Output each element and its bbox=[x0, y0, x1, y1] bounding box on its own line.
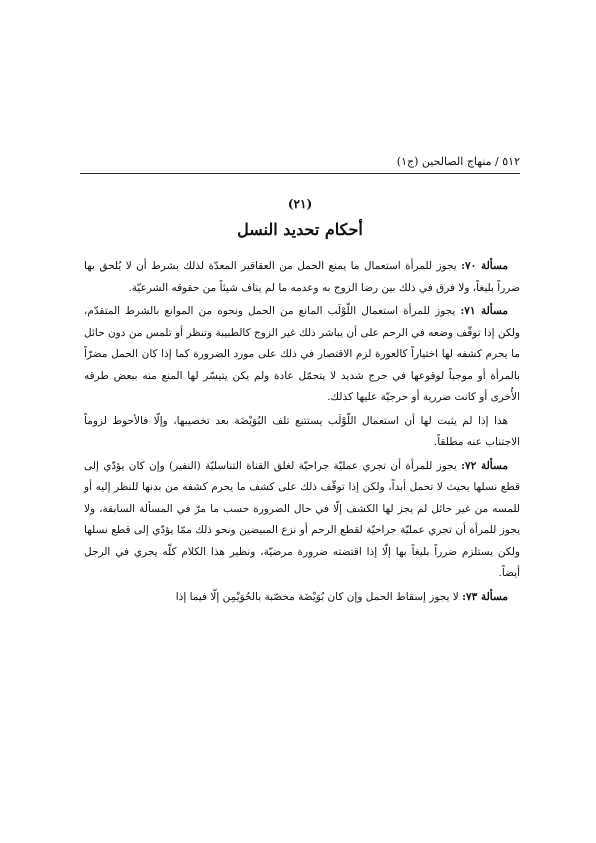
page-header bbox=[80, 152, 520, 174]
paragraph-issue-72 bbox=[84, 456, 520, 585]
body-text bbox=[84, 256, 520, 610]
paragraph-text: يجوز للمرأة استعمال ما يمنع الحمل من العقاقير المعدّة لذلك بشرط أن لا يُلحق بها ضرراً بليغاً، ولا فرق في ذلك بين رضا الزوج به وعدمه ما لم يناف شيئاً من حقوقه الشرعيّة. bbox=[84, 260, 520, 294]
paragraph-text: هذا إذا لم يثبت لها أن استعمال اللّوْلَب يستتبع تلف البُوَيْضَة بعد تخصيبها، وإلّا فالأحوط لزوماً الاجتناب عنه مطلقاً. bbox=[84, 414, 520, 448]
paragraph-issue-73 bbox=[84, 587, 520, 609]
paragraph-issue-71-note bbox=[84, 411, 520, 454]
running-title: ٥١٢ / منهاج الصالحين (ج١) bbox=[396, 155, 520, 168]
issue-label: مسألة ٧٠: bbox=[461, 260, 508, 272]
paragraph-issue-70 bbox=[84, 256, 520, 299]
paragraph-text: لا يجوز إسقاط الحمل وإن كان بُوَيْضَة مخصّبة بالحُوَيْمِن إلّا فيما إذا bbox=[175, 590, 463, 603]
issue-label: مسألة ٧١: bbox=[460, 305, 508, 317]
issue-label: مسألة ٧٣: bbox=[462, 590, 508, 603]
paragraph-text: يجوز للمرأة أن تجري عمليّة جراحيّة لغلق القناة التناسليّة (النفير) وإن كان يؤدّي إلى قطع نسلها بحيث لا تحمل أبداً، ولكن إذا توقّف ذلك على كشف ما يحرم كشفه من بدنها للنظر إليه أو للمسه من غير حائل لم يجز لها الكشف إلّا في حال الضرورة حسب ما مرّ في المسألة السابقة، ولا يجوز للمرأة أن تجري عمليّة جراحيّة لقطع الرحم أو نزع المبيضين ونحو ذلك ممّا يؤدّي إلى قطع نسلها ولكن يستلزم ضرراً بليغاً بها إلّا إذا اقتضته ضرورة مرضيّة، ونظير هذا الكلام كلّه يجري في الرجل أيضاً. bbox=[84, 459, 520, 579]
paragraph-issue-71 bbox=[84, 301, 520, 409]
issue-label: مسألة ٧٢: bbox=[461, 459, 508, 472]
header-rule bbox=[80, 173, 520, 174]
section-number: (٢١) bbox=[287, 197, 313, 211]
section-title: أحكام تحديد النسل bbox=[237, 220, 363, 239]
paragraph-text: يجوز للمرأة استعمال اللّوْلَب المانع من الحمل ونحوه من الموانع بالشرط المتقدّم، ولكن إذا توقّف وضعه في الرحم على أن يباشر ذلك غير الزوج كالطبيبة وتنظر أو تلمس من دون حائل ما يحرم كشفه لها اختياراً كالعورة لزم الاقتصار في ذلك على مورد الضرورة كما إذا كان الحمل مضرّاً بالمرأة أو موجباً لوقوعها في حرج شديد لا يتحمّل عادة ولم يكن يتيسّر لها المنع منه ببعض طرقه الأُخرى أو كانت ضررية أو حرجيّة عليها كذلك. bbox=[84, 305, 520, 403]
